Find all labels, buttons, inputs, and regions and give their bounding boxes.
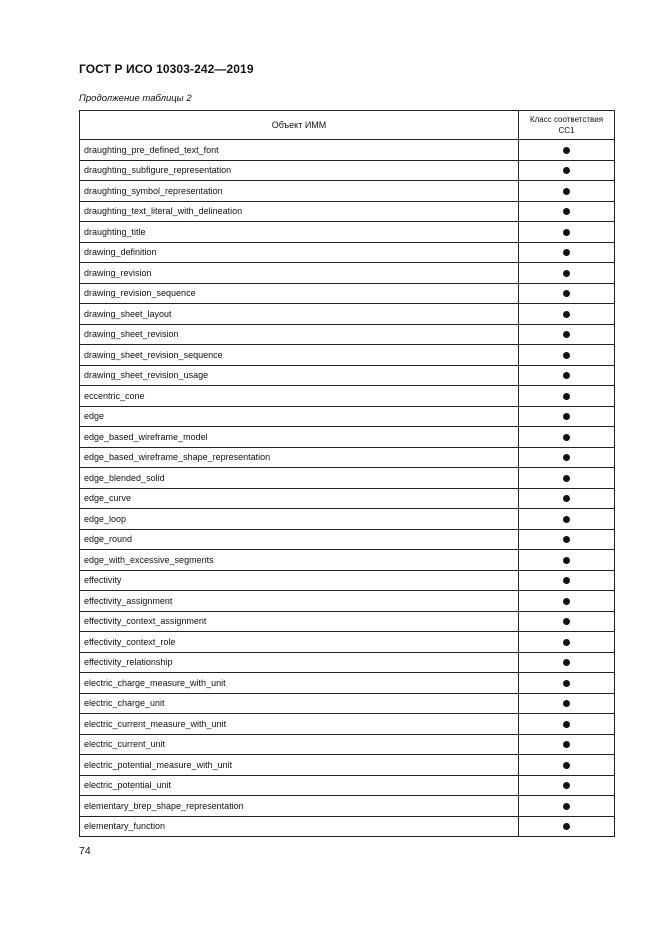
- table-row: [80, 468, 615, 489]
- object-name-cell: edge_curve: [80, 488, 519, 509]
- cc1-mark-cell: [519, 304, 615, 325]
- cc1-mark-cell: [519, 652, 615, 673]
- cc1-mark-cell: [519, 324, 615, 345]
- table-row: [80, 242, 615, 263]
- table-row: [80, 201, 615, 222]
- standard-title: ГОСТ Р ИСО 10303-242—2019: [79, 62, 254, 76]
- column-header-conformance-class: [519, 111, 615, 140]
- filled-circle-icon: [563, 249, 570, 256]
- cc1-mark-cell: [519, 386, 615, 407]
- cc1-mark-cell: [519, 550, 615, 571]
- object-name-cell: effectivity: [80, 570, 519, 591]
- column-header-object: Объект ИММ: [80, 111, 519, 140]
- table-row: [80, 140, 615, 161]
- cc1-mark-cell: [519, 816, 615, 837]
- table-row: [80, 427, 615, 448]
- table-row: [80, 611, 615, 632]
- filled-circle-icon: [563, 782, 570, 789]
- table-row: [80, 406, 615, 427]
- conformance-class-code: CC1: [558, 126, 575, 135]
- table-row: [80, 181, 615, 202]
- object-name-cell: elementary_brep_shape_representation: [80, 796, 519, 817]
- table-row: [80, 734, 615, 755]
- table-row: [80, 816, 615, 837]
- table-row: [80, 775, 615, 796]
- cc1-mark-cell: [519, 693, 615, 714]
- cc1-mark-cell: [519, 509, 615, 530]
- object-name-cell: drawing_revision_sequence: [80, 283, 519, 304]
- filled-circle-icon: [563, 823, 570, 830]
- page-number: 74: [79, 845, 91, 857]
- filled-circle-icon: [563, 434, 570, 441]
- cc1-mark-cell: [519, 570, 615, 591]
- filled-circle-icon: [563, 393, 570, 400]
- object-name-cell: electric_current_unit: [80, 734, 519, 755]
- object-name-cell: drawing_sheet_revision_sequence: [80, 345, 519, 366]
- object-name-cell: draughting_subfigure_representation: [80, 160, 519, 181]
- cc1-mark-cell: [519, 242, 615, 263]
- cc1-mark-cell: [519, 160, 615, 181]
- cc1-mark-cell: [519, 775, 615, 796]
- filled-circle-icon: [563, 229, 570, 236]
- filled-circle-icon: [563, 208, 570, 215]
- table-row: [80, 365, 615, 386]
- filled-circle-icon: [563, 167, 570, 174]
- object-name-cell: effectivity_context_role: [80, 632, 519, 653]
- table-row: [80, 591, 615, 612]
- object-name-cell: eccentric_cone: [80, 386, 519, 407]
- cc1-mark-cell: [519, 755, 615, 776]
- table-row: [80, 283, 615, 304]
- filled-circle-icon: [563, 413, 570, 420]
- cc1-mark-cell: [519, 611, 615, 632]
- filled-circle-icon: [563, 495, 570, 502]
- table-row: [80, 386, 615, 407]
- object-name-cell: drawing_sheet_revision_usage: [80, 365, 519, 386]
- object-name-cell: electric_potential_measure_with_unit: [80, 755, 519, 776]
- cc1-mark-cell: [519, 796, 615, 817]
- object-name-cell: electric_current_measure_with_unit: [80, 714, 519, 735]
- cc1-mark-cell: [519, 714, 615, 735]
- filled-circle-icon: [563, 680, 570, 687]
- object-name-cell: effectivity_relationship: [80, 652, 519, 673]
- table-row: [80, 673, 615, 694]
- cc1-mark-cell: [519, 529, 615, 550]
- object-name-cell: drawing_definition: [80, 242, 519, 263]
- object-name-cell: effectivity_context_assignment: [80, 611, 519, 632]
- object-name-cell: electric_charge_measure_with_unit: [80, 673, 519, 694]
- filled-circle-icon: [563, 516, 570, 523]
- object-name-cell: electric_charge_unit: [80, 693, 519, 714]
- table-row: [80, 550, 615, 571]
- cc1-mark-cell: [519, 427, 615, 448]
- cc1-mark-cell: [519, 201, 615, 222]
- filled-circle-icon: [563, 454, 570, 461]
- conformance-table: [79, 110, 615, 837]
- filled-circle-icon: [563, 577, 570, 584]
- table-row: [80, 632, 615, 653]
- object-name-cell: edge_round: [80, 529, 519, 550]
- object-name-cell: edge_with_excessive_segments: [80, 550, 519, 571]
- table-row: [80, 509, 615, 530]
- filled-circle-icon: [563, 618, 570, 625]
- cc1-mark-cell: [519, 406, 615, 427]
- object-name-cell: edge: [80, 406, 519, 427]
- object-name-cell: draughting_symbol_representation: [80, 181, 519, 202]
- filled-circle-icon: [563, 721, 570, 728]
- object-name-cell: drawing_revision: [80, 263, 519, 284]
- table-row: [80, 570, 615, 591]
- object-name-cell: edge_based_wireframe_shape_representation: [80, 447, 519, 468]
- cc1-mark-cell: [519, 632, 615, 653]
- cc1-mark-cell: [519, 591, 615, 612]
- filled-circle-icon: [563, 311, 570, 318]
- filled-circle-icon: [563, 659, 570, 666]
- cc1-mark-cell: [519, 181, 615, 202]
- filled-circle-icon: [563, 352, 570, 359]
- object-name-cell: draughting_text_literal_with_delineation: [80, 201, 519, 222]
- cc1-mark-cell: [519, 365, 615, 386]
- cc1-mark-cell: [519, 222, 615, 243]
- table-header-row: [80, 111, 615, 140]
- filled-circle-icon: [563, 270, 570, 277]
- cc1-mark-cell: [519, 447, 615, 468]
- table-row: [80, 529, 615, 550]
- filled-circle-icon: [563, 700, 570, 707]
- table-row: [80, 447, 615, 468]
- object-name-cell: electric_potential_unit: [80, 775, 519, 796]
- table-row: [80, 693, 615, 714]
- table-row: [80, 488, 615, 509]
- table-row: [80, 796, 615, 817]
- object-name-cell: draughting_pre_defined_text_font: [80, 140, 519, 161]
- object-name-cell: elementary_function: [80, 816, 519, 837]
- cc1-mark-cell: [519, 468, 615, 489]
- cc1-mark-cell: [519, 140, 615, 161]
- filled-circle-icon: [563, 188, 570, 195]
- table-row: [80, 714, 615, 735]
- conformance-class-label: Класс соответствия: [529, 115, 604, 124]
- table-row: [80, 263, 615, 284]
- object-name-cell: drawing_sheet_revision: [80, 324, 519, 345]
- object-name-cell: effectivity_assignment: [80, 591, 519, 612]
- table-row: [80, 160, 615, 181]
- cc1-mark-cell: [519, 263, 615, 284]
- filled-circle-icon: [563, 598, 570, 605]
- object-name-cell: drawing_sheet_layout: [80, 304, 519, 325]
- object-name-cell: edge_blended_solid: [80, 468, 519, 489]
- table-row: [80, 755, 615, 776]
- cc1-mark-cell: [519, 283, 615, 304]
- filled-circle-icon: [563, 762, 570, 769]
- cc1-mark-cell: [519, 734, 615, 755]
- table-row: [80, 304, 615, 325]
- filled-circle-icon: [563, 290, 570, 297]
- table-row: [80, 324, 615, 345]
- cc1-mark-cell: [519, 345, 615, 366]
- filled-circle-icon: [563, 741, 570, 748]
- filled-circle-icon: [563, 331, 570, 338]
- filled-circle-icon: [563, 475, 570, 482]
- filled-circle-icon: [563, 803, 570, 810]
- filled-circle-icon: [563, 536, 570, 543]
- table-caption: Продолжение таблицы 2: [79, 93, 192, 104]
- filled-circle-icon: [563, 639, 570, 646]
- cc1-mark-cell: [519, 488, 615, 509]
- object-name-cell: edge_based_wireframe_model: [80, 427, 519, 448]
- filled-circle-icon: [563, 372, 570, 379]
- object-name-cell: edge_loop: [80, 509, 519, 530]
- filled-circle-icon: [563, 557, 570, 564]
- table-row: [80, 222, 615, 243]
- filled-circle-icon: [563, 147, 570, 154]
- object-name-cell: draughting_title: [80, 222, 519, 243]
- table-row: [80, 345, 615, 366]
- table-row: [80, 652, 615, 673]
- cc1-mark-cell: [519, 673, 615, 694]
